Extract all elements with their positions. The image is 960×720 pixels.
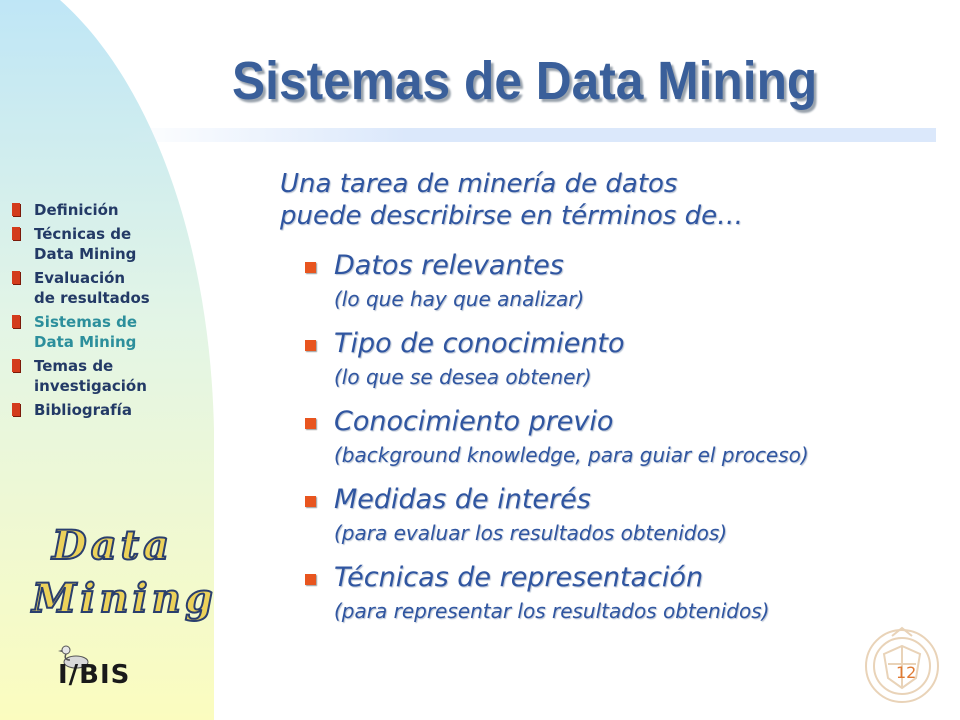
ibis-logo: I/BIS (58, 660, 131, 690)
sidebar-item-sistemas[interactable] (10, 312, 180, 352)
sidebar-item-definicion[interactable] (10, 200, 180, 220)
wordmark-data: Data (52, 522, 173, 569)
item-title: Conocimiento previo (334, 406, 614, 437)
square-bullet-icon (305, 574, 316, 585)
nav-bullet-icon (12, 227, 20, 240)
sidebar-item-label: Sistemas de Data Mining (34, 313, 138, 351)
item-title: Técnicas de representación (334, 562, 704, 593)
nav-bullet-icon (12, 403, 20, 416)
page-number: 12 (896, 663, 917, 682)
square-bullet-icon (305, 340, 316, 351)
sidebar-item-tecnicas[interactable] (10, 224, 180, 264)
item-title: Medidas de interés (334, 484, 591, 515)
square-bullet-icon (305, 418, 316, 429)
list-item (305, 250, 925, 328)
item-subtitle: (lo que se desea obtener) (334, 365, 592, 389)
list-item (305, 484, 925, 562)
item-title: Datos relevantes (334, 250, 564, 281)
sidebar-item-label: Temas de investigación (34, 357, 147, 395)
sidebar-item-label: Bibliografía (34, 401, 132, 419)
sidebar-item-evaluacion[interactable] (10, 268, 180, 308)
item-subtitle: (background knowledge, para guiar el proceso) (334, 443, 809, 467)
wordmark-mining: Mining (32, 575, 217, 622)
sidebar-item-temas[interactable] (10, 356, 180, 396)
item-subtitle: (para representar los resultados obtenidos) (334, 599, 770, 623)
list-item (305, 328, 925, 406)
sidebar-nav (10, 200, 180, 424)
title-underline-bar (120, 128, 936, 142)
nav-bullet-icon (12, 315, 20, 328)
item-subtitle: (para evaluar los resultados obtenidos) (334, 521, 728, 545)
list-item (305, 562, 925, 640)
nav-bullet-icon (12, 271, 20, 284)
item-subtitle: (lo que hay que analizar) (334, 287, 585, 311)
sidebar-item-label: Evaluación de resultados (34, 269, 150, 307)
item-list (305, 250, 925, 640)
sidebar-item-label: Definición (34, 201, 119, 219)
sidebar-item-label: Técnicas de Data Mining (34, 225, 137, 263)
slide-title: Sistemas de Data Mining (232, 51, 818, 111)
nav-bullet-icon (12, 359, 20, 372)
square-bullet-icon (305, 496, 316, 507)
list-item (305, 406, 925, 484)
nav-bullet-icon (12, 203, 20, 216)
square-bullet-icon (305, 262, 316, 273)
item-title: Tipo de conocimiento (334, 328, 625, 359)
sidebar-item-bibliografia[interactable] (10, 400, 180, 420)
intro-text: Una tarea de minería de datos puede describirse en términos de… (280, 169, 744, 231)
